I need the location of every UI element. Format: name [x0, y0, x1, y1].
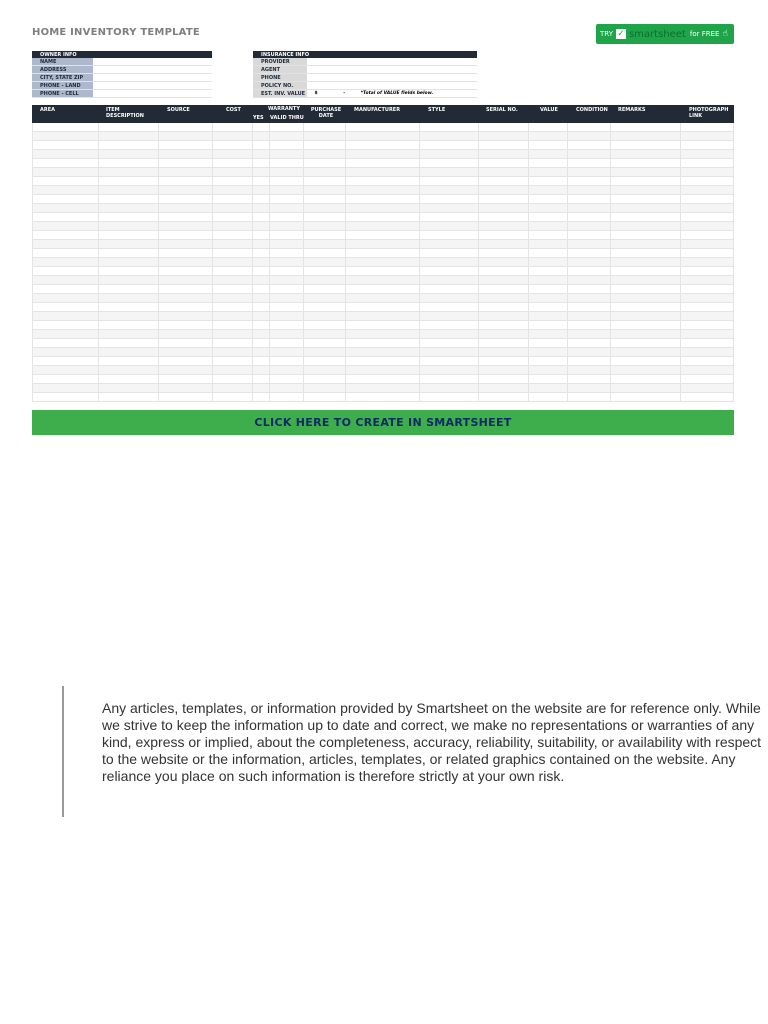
column-header-item-description: ITEM DESCRIPTION — [106, 107, 144, 119]
owner-info-header: OWNER INFO — [32, 51, 212, 58]
column-divider — [158, 123, 159, 402]
row-divider — [32, 194, 734, 195]
column-divider — [567, 123, 568, 402]
insurance-field-label: PHONE — [253, 74, 307, 82]
insurance-field-label: PROVIDER — [253, 58, 307, 66]
row-divider — [32, 212, 734, 213]
pointer-hand-icon: ☝ — [722, 29, 728, 39]
column-header-serial-no: SERIAL NO. — [486, 107, 518, 113]
insurance-info-table — [253, 51, 477, 98]
insurance-field-value[interactable] — [307, 66, 477, 74]
column-divider — [32, 123, 33, 402]
row-divider — [32, 284, 734, 285]
est-value-currency: $ — [314, 91, 318, 96]
row-divider — [32, 266, 734, 267]
disclaimer-block — [62, 686, 764, 817]
column-header-photograph-link: PHOTOGRAPH LINK — [689, 107, 729, 119]
column-divider — [303, 123, 304, 402]
owner-field-value[interactable] — [93, 66, 212, 74]
owner-field-label: ADDRESS — [32, 66, 93, 74]
column-divider — [680, 123, 681, 402]
column-divider — [478, 123, 479, 402]
column-header-area: AREA — [40, 107, 56, 113]
column-header-condition: CONDITION — [576, 107, 608, 113]
column-divider — [269, 123, 270, 402]
column-header-cost: COST — [226, 107, 241, 113]
column-header-value: VALUE — [540, 107, 558, 113]
column-header-manufacturer: MANUFACTURER — [354, 107, 401, 113]
column-divider — [419, 123, 420, 402]
column-header-remarks: REMARKS — [618, 107, 646, 113]
checkbox-icon: ✓ — [617, 29, 625, 39]
insurance-field-value[interactable] — [307, 58, 477, 66]
row-divider — [32, 374, 734, 375]
column-divider — [528, 123, 529, 402]
column-header-style: STYLE — [428, 107, 446, 113]
try-label: TRY — [600, 30, 613, 38]
row-divider — [32, 230, 734, 231]
insurance-info-header: INSURANCE INFO — [253, 51, 477, 58]
row-divider — [32, 176, 734, 177]
owner-field-value[interactable] — [93, 74, 212, 82]
column-divider — [345, 123, 346, 402]
owner-field-label: PHONE - CELL — [32, 90, 93, 98]
row-divider — [32, 356, 734, 357]
owner-field-label: PHONE - LAND — [32, 82, 93, 90]
column-header-warranty: WARRANTY — [268, 106, 300, 112]
column-header-source: SOURCE — [167, 107, 190, 113]
owner-info-table — [32, 51, 212, 98]
column-divider — [212, 123, 213, 402]
row-divider — [32, 320, 734, 321]
insurance-field-label: EST. INV. VALUE — [253, 90, 307, 98]
column-header-warranty-valid-thru: VALID THRU — [270, 115, 304, 121]
column-header-purchase-date: PURCHASE DATE — [310, 107, 342, 119]
column-header-warranty-yes: YES — [253, 115, 264, 121]
page-title: HOME INVENTORY TEMPLATE — [32, 27, 200, 38]
column-divider — [733, 123, 734, 402]
row-divider — [32, 140, 734, 141]
column-divider — [610, 123, 611, 402]
insurance-field-value[interactable] — [307, 74, 477, 82]
row-divider — [32, 392, 734, 393]
smartsheet-brand: smartsheet — [628, 28, 686, 40]
owner-field-value[interactable] — [93, 82, 212, 90]
row-divider — [32, 158, 734, 159]
est-value-note: *Total of VALUE fields below. — [360, 91, 434, 96]
inventory-table — [32, 105, 734, 402]
row-divider — [32, 338, 734, 339]
inventory-table-header — [32, 105, 734, 123]
insurance-field-label: AGENT — [253, 66, 307, 74]
owner-field-label: NAME — [32, 58, 93, 66]
row-divider — [32, 401, 734, 402]
create-in-smartsheet-button[interactable]: CLICK HERE TO CREATE IN SMARTSHEET — [32, 410, 734, 435]
insurance-field-value[interactable] — [307, 82, 477, 90]
owner-field-value[interactable] — [93, 58, 212, 66]
owner-field-value[interactable] — [93, 90, 212, 98]
owner-field-label: CITY, STATE ZIP — [32, 74, 93, 82]
insurance-field-label: POLICY NO. — [253, 82, 307, 90]
for-free-label: for FREE — [689, 30, 720, 38]
row-divider — [32, 248, 734, 249]
column-divider — [252, 123, 253, 402]
try-smartsheet-button[interactable] — [596, 24, 734, 44]
est-value-amount: - — [343, 91, 346, 96]
row-divider — [32, 302, 734, 303]
disclaimer-text: Any articles, templates, or information provided by Smartsheet on the website are for reference only. While we strive to keep the information up to date and correct, we make no representations or warranties of any kind, express or implied, about the completeness, accuracy, reliability, suitability, or availability with respect to the website or the information, articles, templates, or related graphics contained on the website. Any reliance you place on such information is therefore strictly at your own risk. — [102, 700, 762, 784]
column-divider — [98, 123, 99, 402]
est-value-cell — [307, 90, 477, 98]
